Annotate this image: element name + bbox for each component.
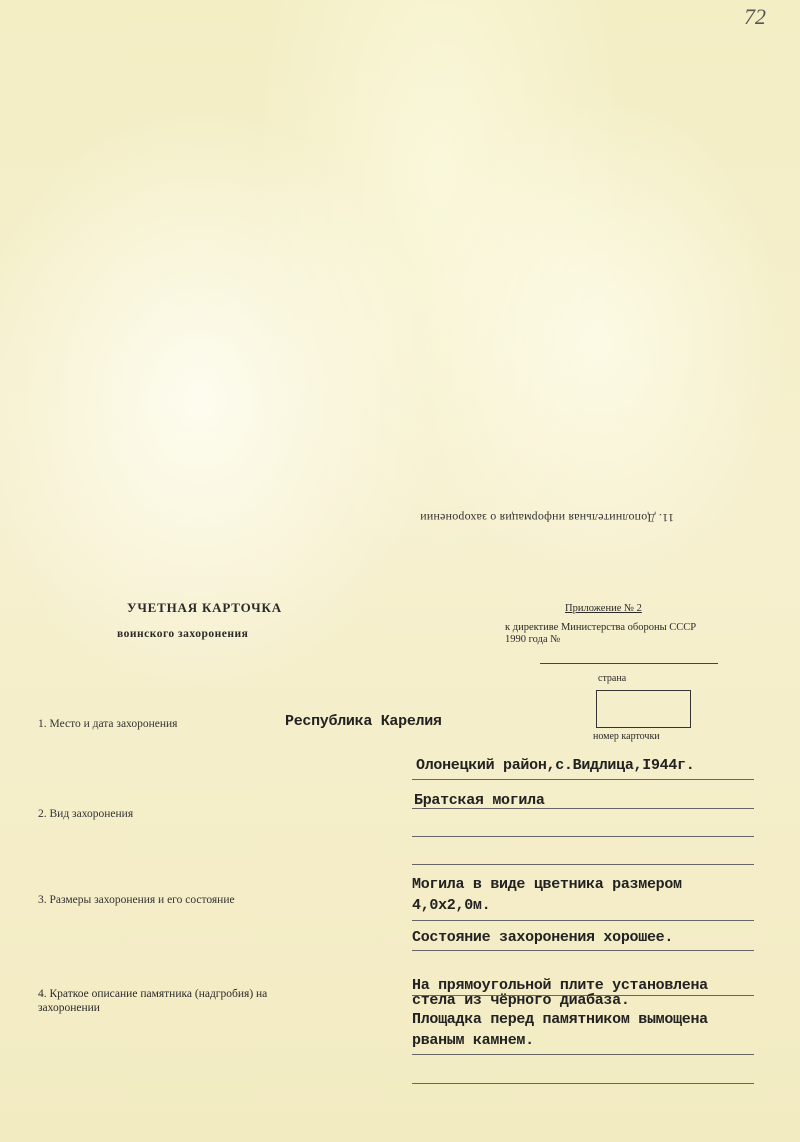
field-4-rule-3 bbox=[412, 1083, 754, 1084]
field-3-value-a: Могила в виде цветника размером bbox=[412, 876, 682, 893]
card-title: УЧЕТНАЯ КАРТОЧКА bbox=[127, 600, 282, 615]
field-2-label: 2. Вид захоронения bbox=[38, 808, 134, 820]
field-3-rule-2 bbox=[412, 950, 754, 951]
field-4-value-a: На прямоугольной плите установлена bbox=[412, 977, 708, 994]
card-subtitle: воинского захоронения bbox=[117, 628, 249, 640]
field-1-label: 1. Место и дата захоронения bbox=[38, 718, 178, 730]
field-3-value-c: Состояние захоронения хорошее. bbox=[412, 929, 674, 946]
field-4-label-line-1: 4. Краткое описание памятника (надгробия) на bbox=[38, 988, 268, 1000]
directive-line-1: к директиве Министерства обороны СССР bbox=[505, 622, 697, 633]
field-3-rule-1 bbox=[412, 920, 754, 921]
field-4-value-c: Площадка перед памятником вымощена bbox=[412, 1011, 708, 1028]
field-4-label-line-2: захоронении bbox=[38, 1002, 100, 1014]
inverted-section-heading: 11. Дополнительная информация о захоронении bbox=[420, 511, 674, 525]
card-number-label: номер карточки bbox=[593, 731, 660, 742]
field-2-rule-1 bbox=[412, 808, 754, 809]
field-4-value-d: рваным камнем. bbox=[412, 1032, 534, 1049]
field-4-rule-2 bbox=[412, 1054, 754, 1055]
field-3-label: 3. Размеры захоронения и его состояние bbox=[38, 894, 235, 906]
field-1-value-b: Олонецкий район,с.Видлица,I944г. bbox=[416, 757, 695, 774]
field-4-label bbox=[38, 987, 383, 1015]
field-1-value-a: Республика Карелия bbox=[285, 713, 442, 730]
directive-line-2: 1990 года № bbox=[505, 634, 561, 645]
field-1-rule bbox=[412, 779, 754, 780]
field-2-rule-2 bbox=[412, 836, 754, 837]
country-field-line bbox=[540, 663, 718, 664]
appendix-label: Приложение № 2 bbox=[565, 603, 642, 614]
field-2-value: Братская могила bbox=[414, 792, 545, 809]
field-4-value-b: стела из чёрного диабаза. bbox=[412, 992, 630, 1009]
field-2-rule-3 bbox=[412, 864, 754, 865]
country-label: страна bbox=[598, 673, 627, 684]
page-number: 72 bbox=[744, 4, 766, 29]
directive-text bbox=[505, 622, 755, 646]
card-number-box bbox=[596, 690, 691, 728]
field-3-value-b: 4,0х2,0м. bbox=[412, 897, 491, 914]
